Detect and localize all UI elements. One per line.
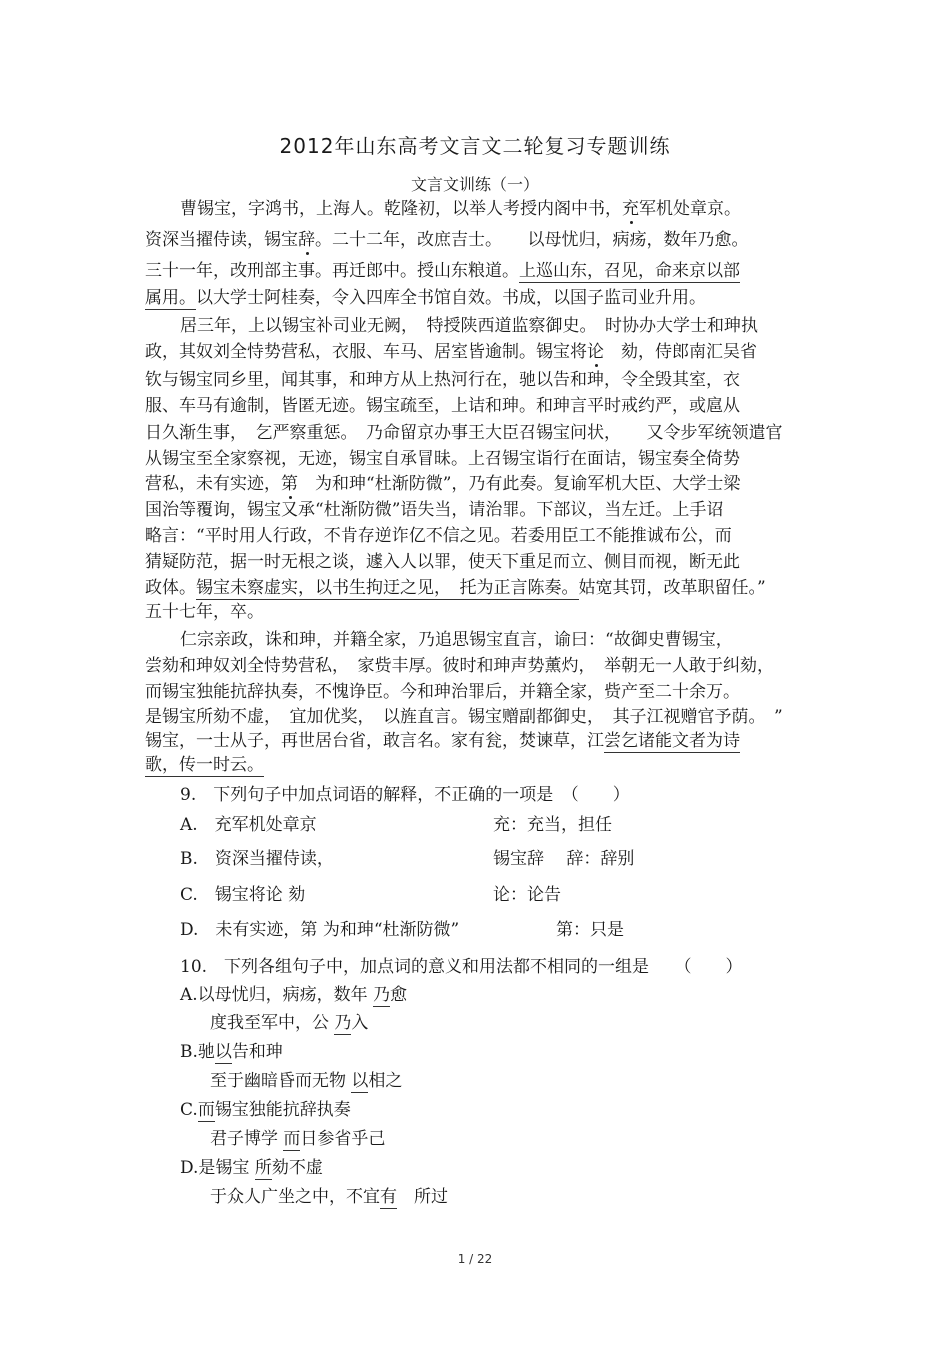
passage-line: 而锡宝独能抗辞执奏，不愧诤臣。今和珅治罪后，并籍全家，赀产至二十余万。 — [145, 682, 740, 702]
text: 营私，未有实迹， — [145, 474, 281, 494]
text: 锡宝独能抗辞执奏 — [214, 1100, 351, 1120]
document-title: 2012年山东高考文言文二轮复习专题训练 — [279, 134, 671, 158]
text: 三十一年，改刑部主事。再迁郎中。授山东粮道。 — [145, 261, 519, 281]
text: 于众人广坐之中，不宜 — [210, 1187, 380, 1207]
q9-option-a-gloss: 充：充当，担任 — [493, 815, 612, 835]
text: 以大学士阿桂奏，令入四库全书馆自效。书成，以国子监司业升用。 — [196, 288, 706, 308]
text: 政，其奴刘全恃势营私，衣服、车马、居室皆逾制。锡宝将 — [145, 342, 587, 362]
passage-line: 服、车马有逾制，皆匿无迹。锡宝疏至，上诘和珅。和珅言平时戒约严，或扈从 — [145, 396, 740, 416]
q10-option-c-2 — [210, 1129, 385, 1149]
text: 曹锡宝，字鸿书，上海人。乾隆初，以举人考授内阁中书， — [180, 199, 622, 219]
passage-line: 居三年，上以锡宝补司业无阙， 特授陕西道监察御史。 时协办大学士和珅执 — [180, 316, 758, 336]
text: 告和珅 — [231, 1042, 283, 1062]
q10-option-b-2 — [210, 1071, 402, 1091]
text: 君子博学 — [210, 1129, 284, 1149]
passage-line: 略言：“平时用人行政，不肯存逆诈亿不信之见。若委用臣工不能推诚布公，而 — [145, 526, 732, 546]
underlined-sentence: 属用。 — [145, 288, 196, 308]
question-10-stem: 10. 下列各组句子中，加点词的意义和用法都不相同的一组是 （ ） — [180, 957, 743, 977]
passage-line: 是锡宝所劾不虚， 宜加优奖， 以旌直言。锡宝赠副都御史， 其子江视赠官予荫。 ” — [145, 707, 783, 727]
text: 。二十二年，改庶吉士。 以母忧归，病疡，数年乃愈。 — [315, 230, 749, 250]
q10-option-d-1 — [180, 1158, 323, 1178]
text: 政体。 — [145, 578, 196, 598]
page-number: 1 / 22 — [457, 1252, 493, 1266]
dotted-word: 充 — [622, 199, 639, 219]
q9-option-c: C. 锡宝将论 劾 — [180, 885, 306, 905]
q10-option-b-1 — [180, 1042, 283, 1062]
passage-line — [145, 230, 749, 250]
passage-line — [145, 474, 740, 494]
dotted-word: 论 — [587, 342, 604, 362]
passage-line — [145, 261, 740, 281]
passage-line: 国治等覆询，锡宝又承“杜渐防微”语失当，请治罪。下部议，当左迁。上手诏 — [145, 500, 724, 520]
dotted-word: 辞 — [298, 230, 315, 250]
q9-option-d-gloss: 第：只是 — [556, 920, 624, 940]
passage-line — [145, 755, 264, 775]
passage-line — [145, 288, 706, 308]
passage-line — [180, 199, 741, 219]
q9-option-d: D. 未有实迹，第 为和珅“杜渐防微” — [180, 920, 460, 940]
passage-line: 五十七年，卒。 — [145, 602, 264, 622]
text: 锡宝，一士从子，再世居台省，敢言名。家有瓮，焚谏草，江 — [145, 731, 604, 751]
text: 为和珅“杜渐防微”，乃有此奏。复谕军机大臣、大学士梁 — [298, 474, 741, 494]
text: 日参省乎己 — [300, 1129, 386, 1149]
passage-line — [145, 342, 757, 362]
passage-line: 钦与锡宝同乡里，闻其事，和珅方从上热河行在，驰以告和珅，令全毁其室，衣 — [145, 370, 740, 390]
text: 姑宽其罚，改革职留任。” — [578, 578, 766, 598]
dotted-word: 第 — [281, 474, 298, 494]
passage-line: 尝劾和珅奴刘全恃势营私， 家赀丰厚。彼时和珅声势薰灼， 举朝无一人敢于纠劾， — [145, 656, 774, 676]
q9-option-b-gloss: 锡宝辞 辞：辞别 — [493, 849, 635, 869]
text: 度我至军中，公 — [210, 1013, 335, 1033]
q10-option-c-1 — [180, 1100, 351, 1120]
text: 所过 — [397, 1187, 448, 1207]
text: B.驰 — [180, 1042, 215, 1062]
q9-option-c-gloss: 论：论告 — [493, 885, 561, 905]
text: A.以母忧归，病疡，数年 — [180, 985, 374, 1005]
document-subtitle: 文言文训练（一） — [410, 175, 539, 194]
passage-line: 猜疑防范，据一时无根之谈，遽入人以罪，使天下重足而立、侧目而视，断无此 — [145, 552, 740, 572]
question-9-stem: 9. 下列句子中加点词语的解释，不正确的一项是 （ ） — [180, 785, 630, 805]
q10-option-a-1 — [180, 985, 407, 1005]
underlined-sentence: 上巡山东，召见，命来京以部 — [519, 261, 740, 281]
passage-line: 仁宗亲政，诛和珅，并籍全家，乃追思锡宝直言，谕曰：“故御史曹锡宝， — [180, 630, 733, 650]
text: 愈 — [390, 985, 408, 1005]
text: C. — [180, 1100, 198, 1120]
passage-line: 从锡宝至全家察视，无迹，锡宝自承冒昧。上召锡宝诣行在面诘，锡宝奏全倚势 — [145, 449, 740, 469]
key-word: 乃 — [373, 985, 391, 1005]
q10-option-d-2 — [210, 1187, 448, 1207]
q10-option-a-2 — [210, 1013, 368, 1033]
underlined-sentence: 尝乞诸能文者为诗 — [604, 731, 740, 751]
text: 入 — [351, 1013, 369, 1033]
text: 至于幽暗昏而无物 — [210, 1071, 352, 1091]
text: 军机处章京。 — [639, 199, 741, 219]
key-word: 以 — [214, 1042, 232, 1062]
text: 资深当擢侍读，锡宝 — [145, 230, 298, 250]
underlined-sentence: 锡宝未察虚实，以书生拘迂之见， 托为正言陈奏。 — [196, 578, 579, 598]
key-word: 有 — [380, 1187, 397, 1207]
key-word: 而 — [197, 1100, 215, 1120]
underlined-sentence: 歌，传一时云。 — [145, 755, 264, 775]
text: D.是锡宝 — [180, 1158, 255, 1178]
passage-line — [145, 578, 766, 598]
key-word: 所 — [254, 1158, 272, 1178]
passage-line — [145, 731, 740, 751]
key-word: 乃 — [334, 1013, 352, 1033]
text: 相之 — [368, 1071, 403, 1091]
key-word: 以 — [351, 1071, 369, 1091]
q9-option-a: A. 充军机处章京 — [180, 815, 317, 835]
text: 劾不虚 — [271, 1158, 323, 1178]
passage-line: 日久渐生事， 乞严察重惩。 乃命留京办事王大臣召锡宝问状， 又令步军统领遣官 — [145, 423, 783, 443]
key-word: 而 — [283, 1129, 301, 1149]
q9-option-b: B. 资深当擢侍读， — [180, 849, 334, 869]
text: 劾，侍郎南汇吴省 — [604, 342, 757, 362]
